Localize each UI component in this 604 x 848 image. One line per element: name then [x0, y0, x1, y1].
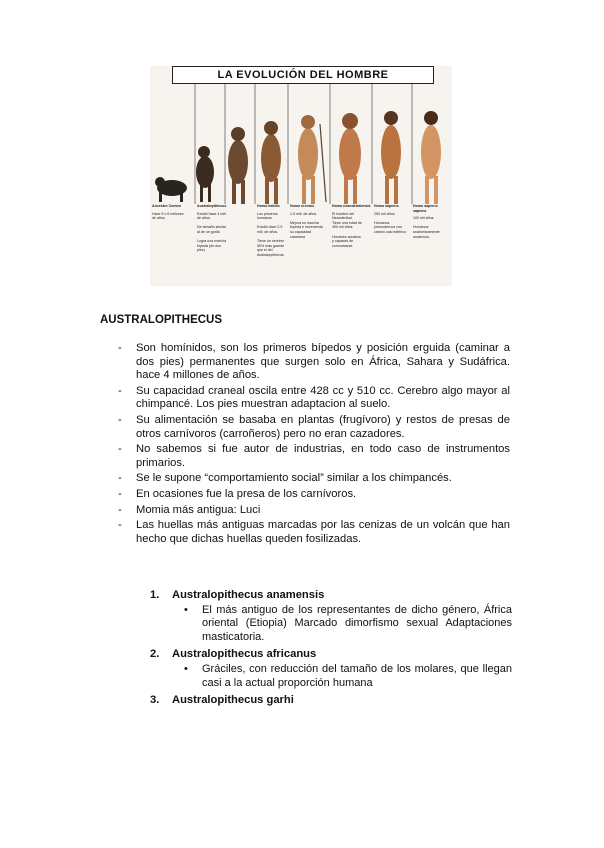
figure-title: LA EVOLUCIÓN DEL HOMBRE — [172, 66, 434, 84]
species-title: 2. Australopithecus africanus — [150, 648, 317, 661]
homo-habilis-figure — [261, 121, 281, 204]
species-description: • El más antiguo de los representantes de dicho género, África oriental (Etiopia) Marcado dimorfismo sexual Adaptaciones masticatoria. — [184, 604, 512, 643]
caption-australopithecus: Australopithecus Existió hace 4 mill. de años. De tamaño similar al de un gorila Logra una marcha bípeda (de dos pies) — [197, 204, 227, 253]
dash-marker: - — [118, 472, 122, 485]
caption-sapiens: Homo sapiens 250 mil años. Humanos premodernos con cráneo casi esférico — [374, 204, 406, 234]
caption-ancestro: Ancestro Común Hace 5 ó 6 millones de años — [152, 204, 184, 221]
species-title: 3. Australopithecus garhi — [150, 694, 294, 707]
ape-ancestor-figure — [155, 177, 187, 202]
species-item — [150, 588, 512, 644]
bullet-list — [118, 342, 510, 548]
list-item: - No sabemos si fue autor de industrias, en todo caso de instrumentos primarios. — [118, 443, 510, 469]
section-title: AUSTRALOPITHECUS — [100, 314, 223, 326]
species-list — [150, 588, 512, 710]
bullet-dot: • — [184, 663, 188, 676]
dash-marker: - — [118, 487, 122, 500]
homo-sapiens-figure — [381, 111, 401, 204]
list-item: - Son homínidos, son los primeros bípedos y posición erguida (caminar a dos pies) permanentes que surgen solo en África, Sahara y Sudáfrica. hace 4 millones de años. — [118, 342, 510, 382]
species-title: 1. Australopithecus anamensis — [150, 589, 325, 601]
list-item: - Las huellas más antiguas marcadas por las cenizas de un volcán que han hecho que dichas huellas queden fosilizadas. — [118, 519, 510, 545]
chimp-figure — [196, 146, 214, 202]
homo-sapiens-sapiens-figure — [421, 111, 441, 204]
species-description: • Gráciles, con reducción del tamaño de los molares, que llegan casi a la actual proporción humana — [184, 663, 512, 689]
list-item: - Su alimentación se basaba en plantas (frugívoro) y restos de presas de otros carnívoros (carroñeros) pero no eran cazadores. — [118, 413, 510, 440]
bullet-dot: • — [184, 604, 188, 616]
homo-erectus-figure — [298, 115, 326, 204]
caption-habilis: Homo habilis Los primeros humanos. Existió hace 2.5 mill. de años. Tiene un cerebro 50% más grande que el del Australopithecus. — [257, 204, 285, 257]
dash-marker: - — [118, 443, 122, 456]
dash-marker: - — [118, 384, 122, 397]
caption-neanderthalensis: Homo neandertalensis El hombre del Neanderthal. Tiene una edad de 400 mil años. Hombres arcaicos y capaces de comunicarse. — [332, 204, 371, 248]
list-item: - Se le supone “comportamiento social” similar a los chimpancés. — [118, 472, 452, 485]
caption-sapiens-sapiens: Homo sapiens sapiens 100 mil años. Humanos anatómicamente modernos. — [413, 204, 440, 239]
figure-captions — [150, 204, 452, 286]
australopithecus-figure — [228, 127, 248, 204]
list-item: - Su capacidad craneal oscila entre 428 cc y 510 cc. Cerebro algo mayor al chimpancé. Los pies muestran adaptacion al suelo. — [118, 384, 510, 411]
evolution-figure — [150, 66, 452, 286]
species-item — [150, 693, 512, 707]
list-item: - En ocasiones fue la presa de los carnívoros. — [118, 487, 357, 500]
species-item — [150, 647, 512, 690]
homo-neanderthalensis-figure — [339, 113, 361, 204]
dash-marker: - — [118, 503, 122, 516]
caption-erectus: Homo erectus 1.5 mill. de años. Mejora su marcha bípeda e incrementa su capacidad craneana — [290, 204, 323, 239]
dash-marker: - — [118, 413, 122, 426]
dash-marker: - — [118, 519, 122, 532]
list-item: - Momia más antigua: Luci — [118, 503, 261, 516]
dash-marker: - — [118, 342, 122, 354]
